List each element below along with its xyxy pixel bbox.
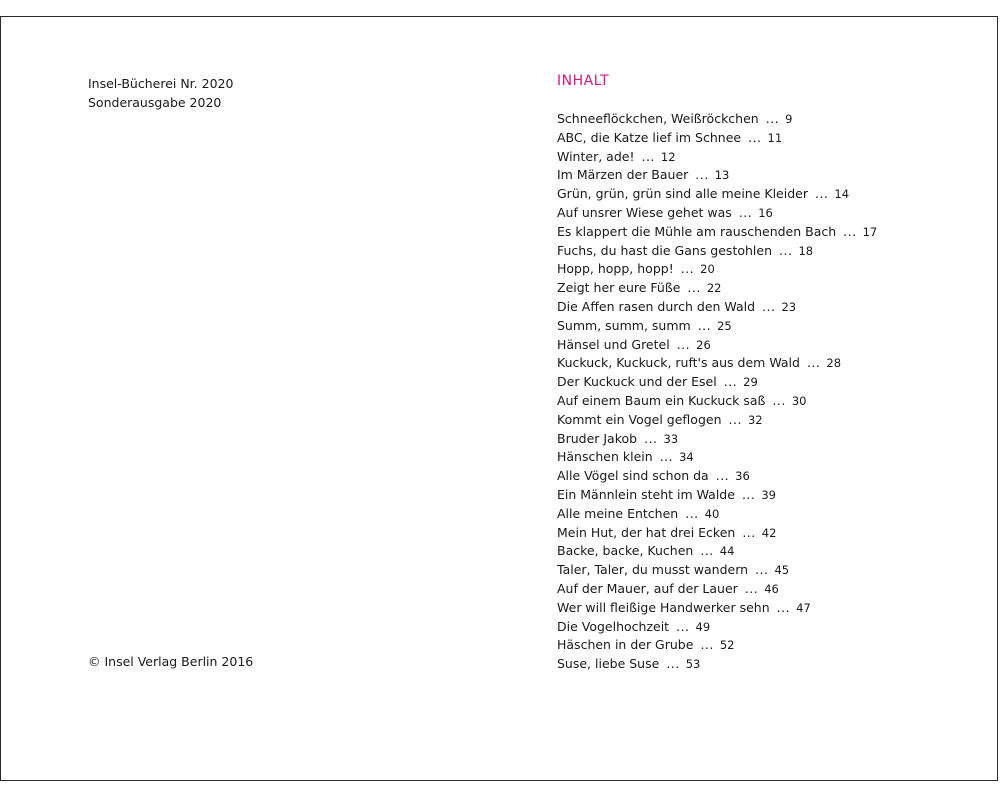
toc-entry-separator: ... [715,468,730,484]
toc-entry-separator: ... [738,204,753,220]
toc-entry [557,223,877,242]
toc-entry-separator: ... [700,543,714,559]
toc-entry-title: Auf einem Baum ein Kuckuck saß [557,392,766,408]
toc-entry-page: 45 [774,563,790,578]
toc-entry-separator: ... [843,223,857,239]
toc-entry-separator: ... [687,280,701,296]
toc-entry [557,298,877,317]
toc-entry-page: 33 [663,431,679,446]
copyright-notice: © Insel Verlag Berlin 2016 [88,654,254,669]
toc-entry-page: 11 [767,130,783,145]
toc-entry-page: 16 [758,205,773,220]
toc-entry [557,110,877,129]
toc-entry-title: Zeigt her eure Füße [557,280,681,296]
toc-entry-separator: ... [676,618,690,634]
toc-entry-separator: ... [755,562,769,578]
toc-entry-title: Backe, backe, Kuchen [557,543,694,559]
toc-entry-title: Alle meine Entchen [557,505,679,521]
toc-entry-page: 12 [660,149,676,164]
toc-entry [557,486,877,505]
toc-entry-page: 23 [781,299,797,314]
toc-entry-separator: ... [644,430,658,446]
toc-entry [557,599,877,618]
toc-entry-separator: ... [659,449,674,465]
toc-entry-page: 28 [826,356,842,371]
toc-entry [557,242,877,261]
toc-entry-page: 9 [785,112,793,126]
toc-entry [557,336,877,355]
toc-entry [557,542,877,561]
toc-entry-page: 36 [735,469,750,484]
toc-entry-title: Hopp, hopp, hopp! [557,261,674,277]
toc-entry-page: 25 [717,318,732,333]
toc-entry-title: Taler, Taler, du musst wandern [557,562,749,578]
toc-entry-page: 30 [791,393,807,408]
toc-entry-separator: ... [765,111,780,126]
toc-entry-page: 47 [796,600,811,615]
toc-entry-title: Ein Männlein steht im Walde [557,486,735,502]
toc-entry-separator: ... [666,656,680,672]
toc-entry [557,317,877,336]
toc-entry-title: Bruder Jakob [557,430,638,446]
toc-entry-page: 46 [764,581,779,596]
toc-entry-page: 14 [834,187,850,202]
toc-entry-separator: ... [723,374,738,390]
toc-entry-title: Kuckuck, Kuckuck, ruft's aus dem Wald [557,355,800,371]
toc-entry-separator: ... [772,392,786,408]
toc-entry-page: 22 [706,281,722,296]
toc-entry [557,392,877,411]
toc-entry-title: Wer will fleißige Handwerker sehn [557,599,770,615]
toc-entry [557,185,877,204]
toc-entry [557,580,877,599]
toc-entry [557,430,877,449]
toc-entry-page: 40 [704,506,720,521]
toc-entry-title: Auf der Mauer, auf der Lauer [557,580,738,596]
toc-entry-page: 39 [761,487,776,502]
toc-entry [557,655,877,674]
toc-entry [557,411,877,430]
toc-entry [557,354,877,373]
toc-entry [557,166,877,185]
toc-entry-separator: ... [742,524,756,540]
toc-entry-title: Suse, liebe Suse [557,656,660,672]
toc-entry-separator: ... [728,411,742,427]
toc-entry-page: 49 [695,619,711,634]
toc-entry-title: Hänsel und Gretel [557,336,670,352]
toc-entry-separator: ... [680,261,695,277]
imprint-series: Insel-Bücherei Nr. 2020 [88,76,234,91]
toc-entry-title: Hänschen klein [557,449,653,465]
toc-entry [557,148,877,167]
toc-entry-title: Im Märzen der Bauer [557,167,689,183]
toc-entry [557,279,877,298]
toc-entry-separator: ... [776,599,791,615]
toc-entry-title: Auf unsrer Wiese gehet was [557,204,732,220]
toc-entry [557,505,877,524]
toc-entry-page: 52 [719,638,735,653]
toc-entry [557,618,877,637]
toc-entry-title: ABC, die Katze lief im Schnee [557,129,742,145]
toc-entry-separator: ... [741,486,756,502]
toc-entry-title: Winter, ade! [557,148,635,164]
toc-entry-separator: ... [744,580,759,596]
toc-entry-title: Häschen in der Grube [557,637,694,653]
toc-entry-separator: ... [676,336,691,352]
toc-entry-page: 42 [761,525,777,540]
toc-entry-page: 20 [700,262,715,277]
toc-heading: INHALT [557,73,610,89]
toc-entry-separator: ... [697,317,712,333]
toc-entry-separator: ... [806,355,821,371]
toc-entry-title: Fuchs, du hast die Gans gestohlen [557,242,773,258]
toc-entry-page: 13 [714,168,730,183]
toc-entry-title: Es klappert die Mühle am rauschenden Bach [557,223,837,239]
toc-entry-separator: ... [779,242,793,258]
toc-entry-title: Grün, grün, grün sind alle meine Kleider [557,186,808,202]
imprint-edition: Sonderausgabe 2020 [88,95,222,110]
toc-entry-title: Alle Vögel sind schon da [557,468,709,484]
toc-entry-title: Die Affen rasen durch den Wald [557,298,756,314]
toc-entry-separator: ... [814,186,829,202]
toc-entry [557,260,877,279]
toc-entry-separator: ... [762,298,776,314]
toc-entry-separator: ... [695,167,709,183]
toc-entry-page: 29 [743,375,758,390]
toc-entry-page: 18 [798,243,814,258]
table-of-contents [557,110,877,674]
imprint-block [88,74,233,112]
toc-entry-title: Mein Hut, der hat drei Ecken [557,524,736,540]
toc-entry-page: 17 [862,224,878,239]
toc-entry [557,129,877,148]
toc-entry [557,204,877,223]
toc-entry-page: 34 [679,450,694,465]
toc-entry-separator: ... [700,637,714,653]
toc-entry [557,636,877,655]
toc-entry [557,448,877,467]
toc-entry-separator: ... [641,148,655,164]
toc-entry-title: Die Vogelhochzeit [557,618,670,634]
toc-entry-page: 44 [719,544,735,559]
toc-entry-title: Summ, summ, summ [557,317,691,333]
toc-entry-separator: ... [685,505,699,521]
toc-entry-page: 53 [685,657,701,672]
toc-entry [557,373,877,392]
toc-entry-title: Kommt ein Vogel geflogen [557,411,722,427]
toc-entry-separator: ... [748,129,762,145]
toc-entry-page: 32 [747,412,763,427]
toc-entry [557,467,877,486]
toc-entry [557,524,877,543]
toc-entry-page: 26 [696,337,711,352]
toc-entry-title: Schneeflöckchen, Weißröckchen [557,111,759,126]
toc-entry [557,561,877,580]
toc-entry-title: Der Kuckuck und der Esel [557,374,717,390]
